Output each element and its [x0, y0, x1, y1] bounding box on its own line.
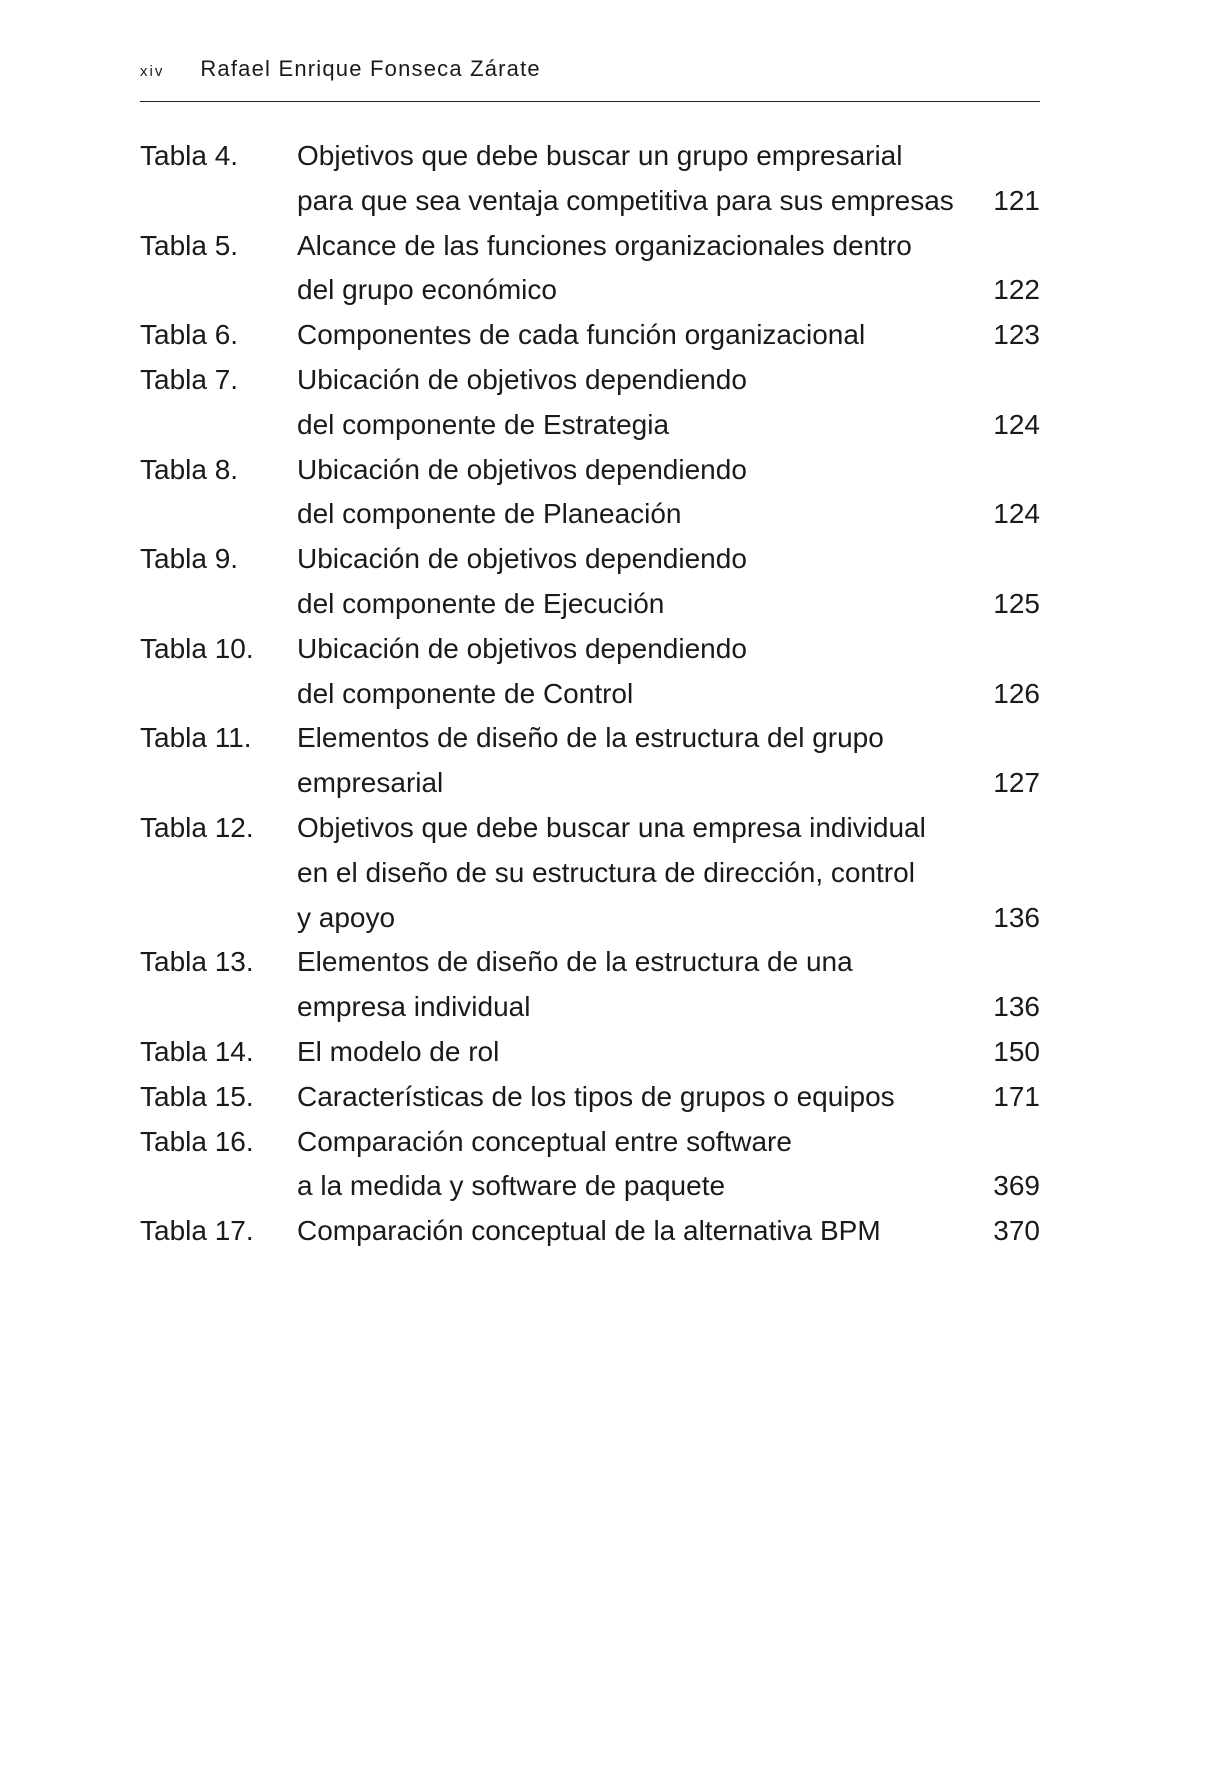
entry-label: Tabla 17. — [140, 1215, 254, 1247]
entry-title — [297, 224, 980, 314]
entry-page-number: 136 — [993, 991, 1040, 1023]
entry-title — [297, 1030, 980, 1075]
entry-page-number: 150 — [993, 1035, 1040, 1067]
toc-entry — [140, 1120, 1040, 1210]
entry-title-line: Elementos de diseño de la estructura de una — [297, 946, 853, 978]
toc-entry — [140, 134, 1040, 224]
running-header — [140, 56, 1040, 86]
entry-label: Tabla 4. — [140, 140, 239, 171]
entry-title — [297, 358, 980, 448]
entry-label: Tabla 13. — [140, 946, 254, 978]
entry-label: Tabla 15. — [140, 1080, 254, 1112]
table-list — [140, 134, 1040, 1254]
entry-label: Tabla 6. — [140, 319, 239, 351]
entry-title-line: empresarial — [297, 767, 444, 799]
entry-title-line: Características de los tipos de grupos o equipos — [297, 1080, 895, 1112]
entry-label: Tabla 7. — [140, 363, 239, 395]
toc-entry — [140, 940, 1040, 1030]
entry-label: Tabla 5. — [140, 229, 239, 261]
entry-page-number: 123 — [993, 319, 1040, 351]
entry-page-number: 124 — [993, 498, 1040, 530]
entry-title-line: Comparación conceptual de la alternativa BPM — [297, 1215, 881, 1247]
entry-title-line: y apoyo — [297, 901, 396, 933]
entry-title — [297, 448, 980, 538]
entry-title-line: Elementos de diseño de la estructura del grupo — [297, 722, 884, 754]
entry-title — [297, 1209, 980, 1254]
entry-title-line: Ubicación de objetivos dependiendo — [297, 363, 747, 395]
toc-entry — [140, 358, 1040, 448]
running-header-author: Rafael Enrique Fonseca Zárate — [200, 56, 541, 81]
entry-title-line: del grupo económico — [297, 274, 557, 306]
entry-title-line: en el diseño de su estructura de dirección, control — [297, 856, 915, 888]
entry-title — [297, 134, 980, 224]
entry-label: Tabla 10. — [140, 632, 254, 664]
entry-title-line: empresa individual — [297, 991, 531, 1023]
entry-page-number: 126 — [993, 677, 1040, 709]
entry-title-line: Ubicación de objetivos dependiendo — [297, 453, 747, 485]
entry-title-line: Objetivos que debe buscar un grupo empresarial — [297, 140, 903, 171]
entry-title — [297, 537, 980, 627]
entry-page-number: 171 — [993, 1080, 1040, 1112]
entry-page-number: 121 — [993, 184, 1040, 216]
toc-entry — [140, 537, 1040, 627]
entry-title-line: a la medida y software de paquete — [297, 1170, 726, 1202]
entry-page-number: 125 — [993, 587, 1040, 619]
toc-entry — [140, 448, 1040, 538]
entry-label: Tabla 9. — [140, 543, 239, 575]
entry-page-number: 370 — [993, 1215, 1040, 1247]
toc-entry — [140, 224, 1040, 314]
page-folio: xiv — [140, 63, 165, 80]
entry-title-line: Comparación conceptual entre software — [297, 1125, 792, 1157]
entry-label: Tabla 8. — [140, 453, 239, 485]
entry-title-line: del componente de Estrategia — [297, 408, 670, 440]
entry-title-line: para que sea ventaja competitiva para sus empresas — [297, 184, 954, 216]
entry-title-line: El modelo de rol — [297, 1035, 500, 1067]
entry-label: Tabla 12. — [140, 811, 254, 843]
entry-title-line: Componentes de cada función organizacional — [297, 319, 866, 351]
toc-entry — [140, 806, 1040, 940]
entry-page-number: 124 — [993, 408, 1040, 440]
entry-title — [297, 716, 980, 806]
toc-entry — [140, 716, 1040, 806]
entry-page-number: 369 — [993, 1170, 1040, 1202]
entry-title-line: del componente de Control — [297, 677, 634, 709]
toc-entry — [140, 1030, 1040, 1075]
entry-label: Tabla 16. — [140, 1125, 254, 1157]
toc-entry — [140, 1209, 1040, 1254]
entry-title-line: del componente de Ejecución — [297, 587, 665, 619]
entry-title-line: Objetivos que debe buscar una empresa individual — [297, 811, 926, 843]
entry-page-number: 127 — [993, 767, 1040, 799]
entry-title-line: Ubicación de objetivos dependiendo — [297, 632, 747, 664]
entry-title — [297, 627, 980, 717]
entry-title-line: Ubicación de objetivos dependiendo — [297, 543, 747, 575]
entry-page-number: 122 — [993, 274, 1040, 306]
toc-entry — [140, 627, 1040, 717]
toc-entry — [140, 1075, 1040, 1120]
entry-page-number: 136 — [993, 901, 1040, 933]
header-rule — [140, 101, 1040, 102]
entry-label: Tabla 14. — [140, 1035, 254, 1067]
entry-title — [297, 1075, 980, 1120]
entry-label: Tabla 11. — [140, 722, 252, 754]
entry-title — [297, 940, 980, 1030]
entry-title — [297, 313, 980, 358]
entry-title — [297, 1120, 980, 1210]
toc-entry — [140, 313, 1040, 358]
entry-title-line: del componente de Planeación — [297, 498, 682, 530]
entry-title-line: Alcance de las funciones organizacionales dentro — [297, 229, 912, 261]
entry-title — [297, 806, 980, 940]
